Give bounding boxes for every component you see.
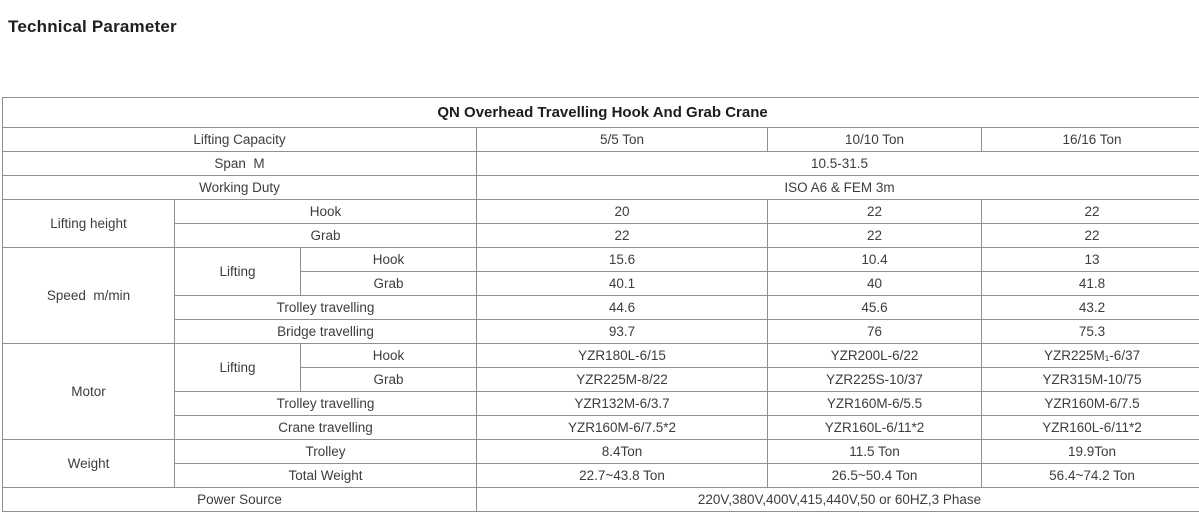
- speed-lifting-grab-value-3: 41.8: [982, 272, 1199, 296]
- motor-crane-travelling-value-2: YZR160L-6/11*2: [768, 416, 982, 440]
- motor-trolley-travelling-label: Trolley travelling: [175, 392, 477, 416]
- speed-trolley-travelling-value-2: 45.6: [768, 296, 982, 320]
- speed-lifting-hook-value-2: 10.4: [768, 248, 982, 272]
- row-working-duty: [3, 176, 1199, 200]
- speed-trolley-travelling-value-1: 44.6: [477, 296, 768, 320]
- speed-trolley-travelling-label: Trolley travelling: [175, 296, 477, 320]
- speed-lifting-grab-label: Grab: [301, 272, 477, 296]
- row-motor-lifting-hook: [3, 344, 1199, 368]
- lifting-capacity-label: Lifting Capacity: [3, 128, 477, 152]
- motor-label: Motor: [3, 344, 175, 440]
- lifting-height-grab-value-3: 22: [982, 224, 1199, 248]
- speed-bridge-travelling-value-2: 76: [768, 320, 982, 344]
- weight-total-label: Total Weight: [175, 464, 477, 488]
- weight-trolley-value-2: 11.5 Ton: [768, 440, 982, 464]
- speed-lifting-label: Lifting: [175, 248, 301, 296]
- weight-trolley-value-3: 19.9Ton: [982, 440, 1199, 464]
- power-source-label: Power Source: [3, 488, 477, 512]
- motor-lifting-label: Lifting: [175, 344, 301, 392]
- speed-lifting-hook-label: Hook: [301, 248, 477, 272]
- speed-lifting-hook-value-1: 15.6: [477, 248, 768, 272]
- row-speed-bridge-travelling: [3, 320, 1199, 344]
- motor-crane-travelling-value-3: YZR160L-6/11*2: [982, 416, 1199, 440]
- speed-lifting-grab-value-2: 40: [768, 272, 982, 296]
- row-lifting-height-grab: [3, 224, 1199, 248]
- row-weight-total: [3, 464, 1199, 488]
- speed-bridge-travelling-value-3: 75.3: [982, 320, 1199, 344]
- lifting-height-hook-value-3: 22: [982, 200, 1199, 224]
- motor-lifting-grab-value-1: YZR225M-8/22: [477, 368, 768, 392]
- lifting-height-grab-value-1: 22: [477, 224, 768, 248]
- motor-trolley-travelling-value-1: YZR132M-6/3.7: [477, 392, 768, 416]
- row-power-source: [3, 488, 1199, 512]
- row-speed-trolley-travelling: [3, 296, 1199, 320]
- speed-label: Speed m/min: [3, 248, 175, 344]
- weight-trolley-value-1: 8.4Ton: [477, 440, 768, 464]
- weight-total-value-2: 26.5~50.4 Ton: [768, 464, 982, 488]
- row-motor-trolley-travelling: [3, 392, 1199, 416]
- speed-trolley-travelling-value-3: 43.2: [982, 296, 1199, 320]
- table-title-row: [3, 98, 1199, 128]
- lifting-height-hook-label: Hook: [175, 200, 477, 224]
- weight-trolley-label: Trolley: [175, 440, 477, 464]
- working-duty-label: Working Duty: [3, 176, 477, 200]
- motor-lifting-hook-value-3: YZR225M₁-6/37: [982, 344, 1199, 368]
- row-motor-crane-travelling: [3, 416, 1199, 440]
- motor-lifting-hook-value-2: YZR200L-6/22: [768, 344, 982, 368]
- motor-lifting-grab-value-2: YZR225S-10/37: [768, 368, 982, 392]
- span-value: 10.5-31.5: [477, 152, 1199, 176]
- lifting-capacity-value-2: 10/10 Ton: [768, 128, 982, 152]
- row-weight-trolley: [3, 440, 1199, 464]
- row-lifting-capacity: [3, 128, 1199, 152]
- motor-trolley-travelling-value-2: YZR160M-6/5.5: [768, 392, 982, 416]
- row-lifting-height-hook: [3, 200, 1199, 224]
- lifting-capacity-value-1: 5/5 Ton: [477, 128, 768, 152]
- motor-crane-travelling-value-1: YZR160M-6/7.5*2: [477, 416, 768, 440]
- lifting-height-hook-value-1: 20: [477, 200, 768, 224]
- motor-lifting-grab-value-3: YZR315M-10/75: [982, 368, 1199, 392]
- lifting-height-grab-label: Grab: [175, 224, 477, 248]
- motor-lifting-hook-label: Hook: [301, 344, 477, 368]
- table-title: QN Overhead Travelling Hook And Grab Crane: [3, 98, 1199, 128]
- span-label: Span M: [3, 152, 477, 176]
- lifting-height-hook-value-2: 22: [768, 200, 982, 224]
- speed-lifting-grab-value-1: 40.1: [477, 272, 768, 296]
- speed-bridge-travelling-label: Bridge travelling: [175, 320, 477, 344]
- spec-table: [2, 97, 1199, 512]
- working-duty-value: ISO A6 & FEM 3m: [477, 176, 1199, 200]
- motor-crane-travelling-label: Crane travelling: [175, 416, 477, 440]
- lifting-height-grab-value-2: 22: [768, 224, 982, 248]
- row-speed-lifting-hook: [3, 248, 1199, 272]
- motor-lifting-hook-value-1: YZR180L-6/15: [477, 344, 768, 368]
- weight-label: Weight: [3, 440, 175, 488]
- motor-trolley-travelling-value-3: YZR160M-6/7.5: [982, 392, 1199, 416]
- motor-lifting-grab-label: Grab: [301, 368, 477, 392]
- weight-total-value-1: 22.7~43.8 Ton: [477, 464, 768, 488]
- speed-lifting-hook-value-3: 13: [982, 248, 1199, 272]
- row-span: [3, 152, 1199, 176]
- lifting-height-label: Lifting height: [3, 200, 175, 248]
- power-source-value: 220V,380V,400V,415,440V,50 or 60HZ,3 Phase: [477, 488, 1199, 512]
- speed-bridge-travelling-value-1: 93.7: [477, 320, 768, 344]
- weight-total-value-3: 56.4~74.2 Ton: [982, 464, 1199, 488]
- page-title: Technical Parameter: [8, 17, 177, 37]
- lifting-capacity-value-3: 16/16 Ton: [982, 128, 1199, 152]
